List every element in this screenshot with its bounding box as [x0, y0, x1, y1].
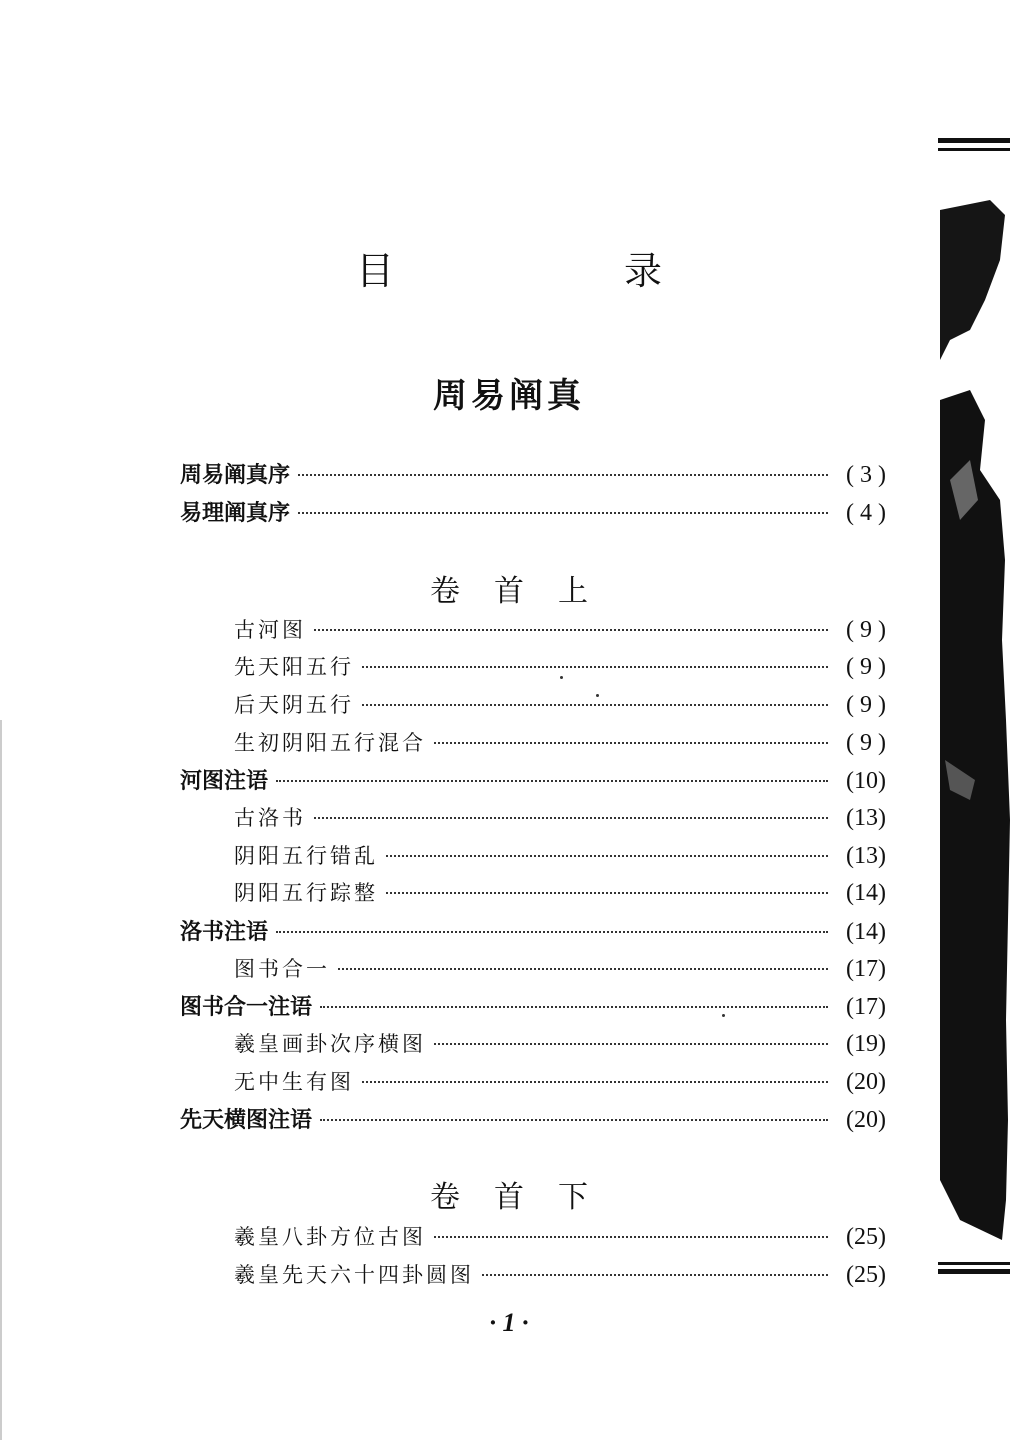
toc-entry-page: ( 3 ): [846, 462, 886, 488]
toc-entry-label: 生初阴阳五行混合: [234, 731, 426, 755]
toc-entry[interactable]: [180, 458, 886, 490]
toc-leader: [298, 512, 828, 514]
toc-entry[interactable]: [234, 802, 886, 834]
toc-leader: [314, 817, 828, 819]
toc-entry[interactable]: [234, 689, 886, 721]
toc-entry[interactable]: [234, 1259, 886, 1291]
toc-entry-label: 河图注语: [180, 768, 269, 794]
toc-entry-label: 羲皇画卦次序横图: [234, 1032, 426, 1056]
page-title: 目 录: [355, 249, 758, 293]
toc-entry-label: 阴阳五行踪整: [234, 881, 378, 905]
toc-entry[interactable]: [234, 840, 886, 872]
toc-entry-page: (17): [846, 956, 886, 982]
toc-leader: [276, 931, 828, 933]
page-edge-decoration: [930, 0, 1018, 1300]
section-title-upper: 卷首上: [430, 574, 622, 609]
toc-entry-label: 图书合一: [234, 957, 330, 981]
toc-entry-label: 阴阳五行错乱: [234, 844, 378, 868]
toc-entry[interactable]: [234, 727, 886, 759]
toc-entry-label: 无中生有图: [234, 1070, 354, 1094]
toc-entry-page: (14): [846, 919, 886, 945]
toc-entry-label: 图书合一注语: [180, 994, 313, 1020]
toc-leader: [362, 1081, 828, 1083]
toc-entry[interactable]: [180, 990, 886, 1022]
toc-leader: [362, 704, 828, 706]
toc-entry-page: (14): [846, 880, 886, 906]
toc-entry[interactable]: [234, 877, 886, 909]
toc-entry[interactable]: [180, 915, 886, 947]
toc-leader: [434, 1043, 828, 1045]
toc-entry[interactable]: [234, 1066, 886, 1098]
toc-entry-page: (10): [846, 768, 886, 794]
book-title: 周易阐真: [433, 376, 585, 416]
toc-leader: [338, 968, 828, 970]
toc-entry[interactable]: [180, 764, 886, 796]
toc-leader: [276, 780, 828, 782]
toc-entry-page: (13): [846, 805, 886, 831]
toc-leader: [434, 1236, 828, 1238]
scan-speck: [596, 694, 599, 697]
toc-leader: [314, 629, 828, 631]
toc-leader: [320, 1006, 828, 1008]
toc-entry[interactable]: [234, 953, 886, 985]
toc-entry-page: ( 9 ): [846, 654, 886, 680]
toc-entry-page: (17): [846, 994, 886, 1020]
toc-leader: [386, 892, 828, 894]
toc-entry-label: 古洛书: [234, 806, 306, 830]
toc-entry-page: (13): [846, 843, 886, 869]
toc-entry-page: (19): [846, 1031, 886, 1057]
toc-entry-label: 易理阐真序: [180, 500, 291, 526]
toc-entry-label: 先天阳五行: [234, 655, 354, 679]
toc-entry-page: ( 9 ): [846, 617, 886, 643]
toc-entry-label: 周易阐真序: [180, 462, 291, 488]
toc-leader: [362, 666, 828, 668]
toc-entry-page: (25): [846, 1224, 886, 1250]
toc-entry-page: (25): [846, 1262, 886, 1288]
toc-entry[interactable]: [234, 614, 886, 646]
toc-entry-page: (20): [846, 1107, 886, 1133]
toc-entry-label: 羲皇八卦方位古图: [234, 1225, 426, 1249]
toc-leader: [298, 474, 828, 476]
toc-leader: [434, 742, 828, 744]
toc-entry-label: 古河图: [234, 618, 306, 642]
toc-entry-label: 洛书注语: [180, 919, 269, 945]
toc-entry-page: ( 9 ): [846, 730, 886, 756]
scan-speck: [560, 676, 563, 679]
toc-entry-page: (20): [846, 1069, 886, 1095]
page-number: · 1 ·: [489, 1308, 529, 1337]
toc-leader: [386, 855, 828, 857]
toc-entry[interactable]: [180, 1103, 886, 1135]
toc-entry-page: ( 9 ): [846, 692, 886, 718]
toc-leader: [320, 1119, 828, 1121]
toc-entry-label: 羲皇先天六十四卦圆图: [234, 1263, 474, 1287]
toc-entry[interactable]: [234, 1028, 886, 1060]
toc-entry-page: ( 4 ): [846, 500, 886, 526]
toc-entry-label: 先天横图注语: [180, 1107, 313, 1133]
toc-leader: [482, 1274, 828, 1276]
toc-entry[interactable]: [234, 1221, 886, 1253]
toc-entry[interactable]: [180, 496, 886, 528]
section-title-lower: 卷首下: [430, 1180, 622, 1215]
toc-entry-label: 后天阴五行: [234, 693, 354, 717]
scan-speck: [722, 1014, 725, 1017]
